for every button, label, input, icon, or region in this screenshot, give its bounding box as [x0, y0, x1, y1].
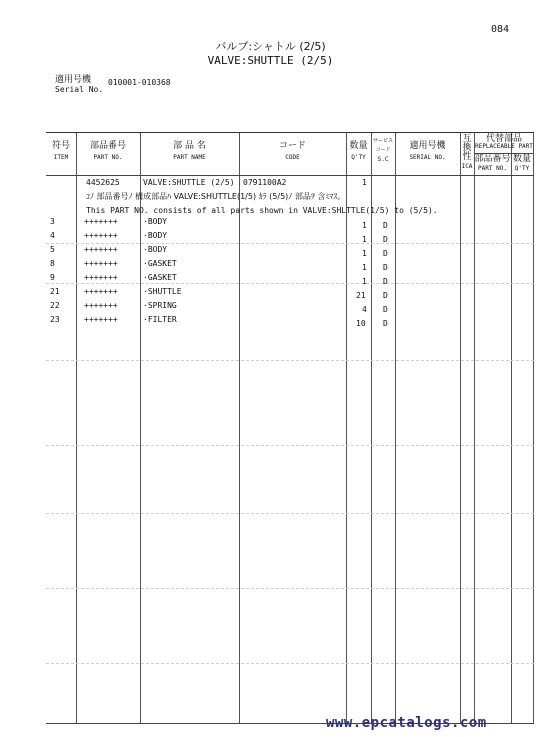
col-divider: [533, 133, 534, 723]
quantity: 1: [362, 263, 367, 272]
service-code: D: [383, 249, 388, 258]
part-number: +++++++: [84, 231, 118, 240]
header-code: コード CODE: [278, 141, 306, 161]
header-interchangeability: 互換性 ICA: [461, 134, 473, 170]
row-guide: [46, 513, 534, 514]
quantity: 1: [362, 235, 367, 244]
item-number: 9: [50, 273, 55, 282]
header-item: 符号 ITEM: [51, 141, 70, 161]
assembly-note-en: This PART NO. consists of all parts shown in VALVE:SHLTTLE(1/5) to (5/5).: [86, 206, 438, 215]
serial-range: 010001-010368: [108, 78, 171, 87]
assembly-qty: 1: [362, 178, 367, 187]
row-guide: [46, 283, 534, 284]
row-guide: [46, 445, 534, 446]
serial-label-jp: 適用号機: [55, 75, 92, 85]
service-code: D: [383, 277, 388, 286]
col-divider: [140, 133, 141, 723]
row-guide: [46, 588, 534, 589]
assembly-note-jp: ｺﾉ 部品番号ﾉ 構成部品ﾊ VALVE:SHUTTLE(1/5) ｶﾗ (5/5)ﾉ 部品ｦ 含ﾐﾏｽ。: [86, 192, 346, 201]
quantity: 10: [356, 319, 366, 328]
part-name: ·GASKET: [143, 273, 177, 282]
service-code: D: [383, 319, 388, 328]
col-divider: [460, 133, 461, 723]
header-part-name: 部 品 名 PART NAME: [173, 141, 206, 161]
item-number: 5: [50, 245, 55, 254]
item-number: 8: [50, 259, 55, 268]
item-number: 3: [50, 217, 55, 226]
header-service-code: サービス コード S.C: [372, 138, 393, 163]
page-number: 084: [491, 24, 510, 35]
part-number: +++++++: [84, 259, 118, 268]
part-name: ·FILTER: [143, 315, 177, 324]
item-number: 23: [50, 315, 60, 324]
service-code: D: [383, 235, 388, 244]
quantity: 21: [356, 291, 366, 300]
header-rep-qty: 数量 Q'TY: [512, 154, 531, 172]
part-number: +++++++: [84, 273, 118, 282]
col-divider: [76, 133, 77, 723]
item-number: 4: [50, 231, 55, 240]
serial-label-en: Serial No.: [55, 85, 104, 94]
assembly-part-name: VALVE:SHUTTLE (2/5): [143, 178, 235, 187]
quantity: 1: [362, 277, 367, 286]
item-number: 22: [50, 301, 60, 310]
col-divider: [371, 133, 372, 723]
service-code: D: [383, 263, 388, 272]
col-divider: [474, 133, 475, 723]
header-serial-no: 適用号機 SERIAL NO.: [409, 141, 446, 161]
part-name: ·SHUTTLE: [143, 287, 182, 296]
header-rep-part-no: 部品番号 PART NO.: [474, 154, 511, 172]
service-code: D: [383, 305, 388, 314]
part-name: ·BODY: [143, 245, 168, 254]
col-divider: [511, 133, 512, 723]
part-number: +++++++: [84, 245, 118, 254]
assembly-part-no: 4452625: [86, 178, 120, 187]
part-number: +++++++: [84, 217, 118, 226]
part-name: ·GASKET: [143, 259, 177, 268]
part-number: +++++++: [84, 301, 118, 310]
page-title-jp: バルブ:シャトル (2/5): [215, 40, 326, 53]
parts-table: [46, 132, 534, 723]
row-guide: [46, 360, 534, 361]
col-divider: [239, 133, 240, 723]
part-name: ·BODY: [143, 217, 168, 226]
quantity: 1: [362, 221, 367, 230]
service-code: D: [383, 221, 388, 230]
quantity: 4: [362, 305, 367, 314]
col-divider: [346, 133, 347, 723]
part-number: +++++++: [84, 315, 118, 324]
row-guide: [46, 243, 534, 244]
header-replaceable-part: 代替部品 REPLACEABLE PART: [475, 134, 533, 150]
header-qty: 数量 Q'TY: [349, 141, 368, 161]
row-guide: [46, 663, 534, 664]
service-code: D: [383, 291, 388, 300]
page-title-en: VALVE:SHUTTLE (2/5): [207, 54, 334, 67]
part-name: ·SPRING: [143, 301, 177, 310]
header-divider: [46, 175, 534, 176]
assembly-code: 0791100A2: [243, 178, 287, 187]
watermark: www.epcatalogs.com: [326, 715, 487, 731]
part-number: +++++++: [84, 287, 118, 296]
part-name: ·BODY: [143, 231, 168, 240]
quantity: 1: [362, 249, 367, 258]
header-part-no: 部品番号 PART NO.: [89, 141, 126, 161]
item-number: 21: [50, 287, 60, 296]
col-divider: [395, 133, 396, 723]
replaceable-subdivider: [474, 153, 533, 154]
